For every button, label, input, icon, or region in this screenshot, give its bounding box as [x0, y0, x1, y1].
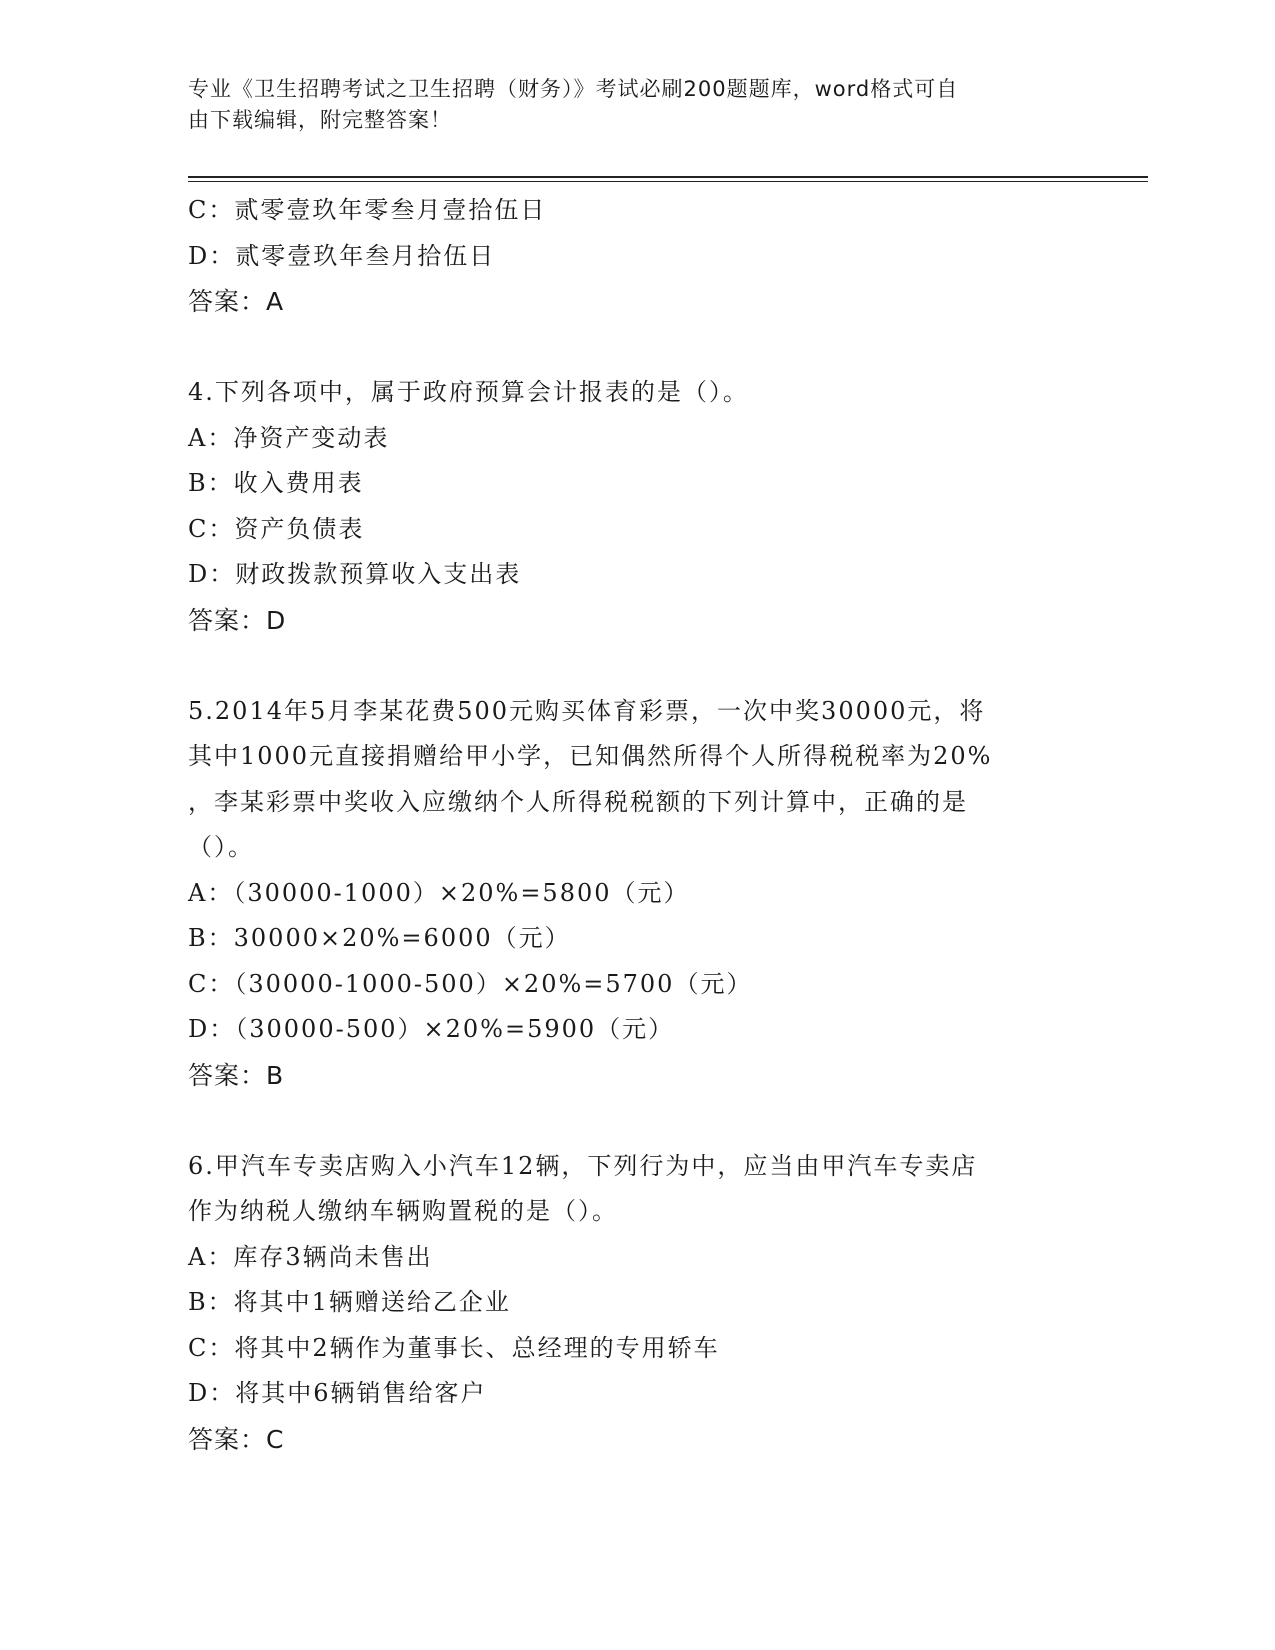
question-5 [188, 689, 1088, 1099]
q5-option-b: B：30000×20%=6000（元） [188, 924, 571, 952]
header-rule-thick [188, 176, 1148, 178]
q4-answer: 答案：D [188, 605, 287, 635]
question-3-tail [188, 188, 1088, 325]
q6-option-d: D：将其中6辆销售给客户 [188, 1379, 487, 1407]
question-list [188, 188, 1088, 1462]
q5-stem-line-2: 其中1000元直接捐赠给甲小学，已知偶然所得个人所得税税率为20% [188, 742, 993, 770]
q3-answer: 答案：A [188, 287, 285, 316]
q5-stem-line-1: 5.2014年5月李某花费500元购买体育彩票，一次中奖30000元，将 [188, 696, 986, 725]
q5-stem-line-3: ，李某彩票中奖收入应缴纳个人所得税税额的下列计算中，正确的是 [188, 787, 968, 816]
q4-option-d: D：财政拨款预算收入支出表 [188, 560, 522, 588]
q5-option-c: C：（30000-1000-500）×20%=5700（元） [188, 969, 753, 998]
q4-option-c: C：资产负债表 [188, 514, 365, 543]
q4-stem: 4.下列各项中，属于政府预算会计报表的是（）。 [188, 378, 749, 406]
spacer [188, 325, 1088, 371]
q6-stem-line-1: 6.甲汽车专卖店购入小汽车12辆，下列行为中，应当由甲汽车专卖店 [188, 1151, 978, 1180]
header-line-2: 由下载编辑，附完整答案！ [188, 108, 452, 132]
q5-option-d: D：（30000-500）×20%=5900（元） [188, 1015, 675, 1043]
spacer [188, 643, 1088, 689]
header-line-1: 专业《卫生招聘考试之卫生招聘（财务）》考试必刷200题题库，word格式可自 [188, 77, 959, 101]
q5-option-a: A：（30000-1000）×20%=5800（元） [188, 878, 690, 907]
question-4 [188, 370, 1088, 643]
document-header [188, 74, 1068, 136]
q6-answer: 答案：C [188, 1424, 285, 1454]
q6-option-c: C：将其中2辆作为董事长、总经理的专用轿车 [188, 1333, 720, 1362]
question-6 [188, 1144, 1088, 1463]
q5-answer: 答案：B [188, 1060, 285, 1090]
q4-option-b: B：收入费用表 [188, 469, 364, 497]
q3-option-d: D：贰零壹玖年叁月拾伍日 [188, 241, 496, 270]
header-rule-thin [188, 181, 1148, 182]
q6-option-b: B：将其中1辆赠送给乙企业 [188, 1288, 511, 1316]
spacer [188, 1098, 1088, 1144]
q3-option-c: C：贰零壹玖年零叁月壹拾伍日 [188, 196, 547, 224]
q6-option-a: A：库存3辆尚未售出 [188, 1242, 433, 1271]
q6-stem-line-2: 作为纳税人缴纳车辆购置税的是（）。 [188, 1197, 618, 1225]
q4-option-a: A：净资产变动表 [188, 423, 390, 452]
q5-stem-line-4: （）。 [188, 833, 254, 861]
